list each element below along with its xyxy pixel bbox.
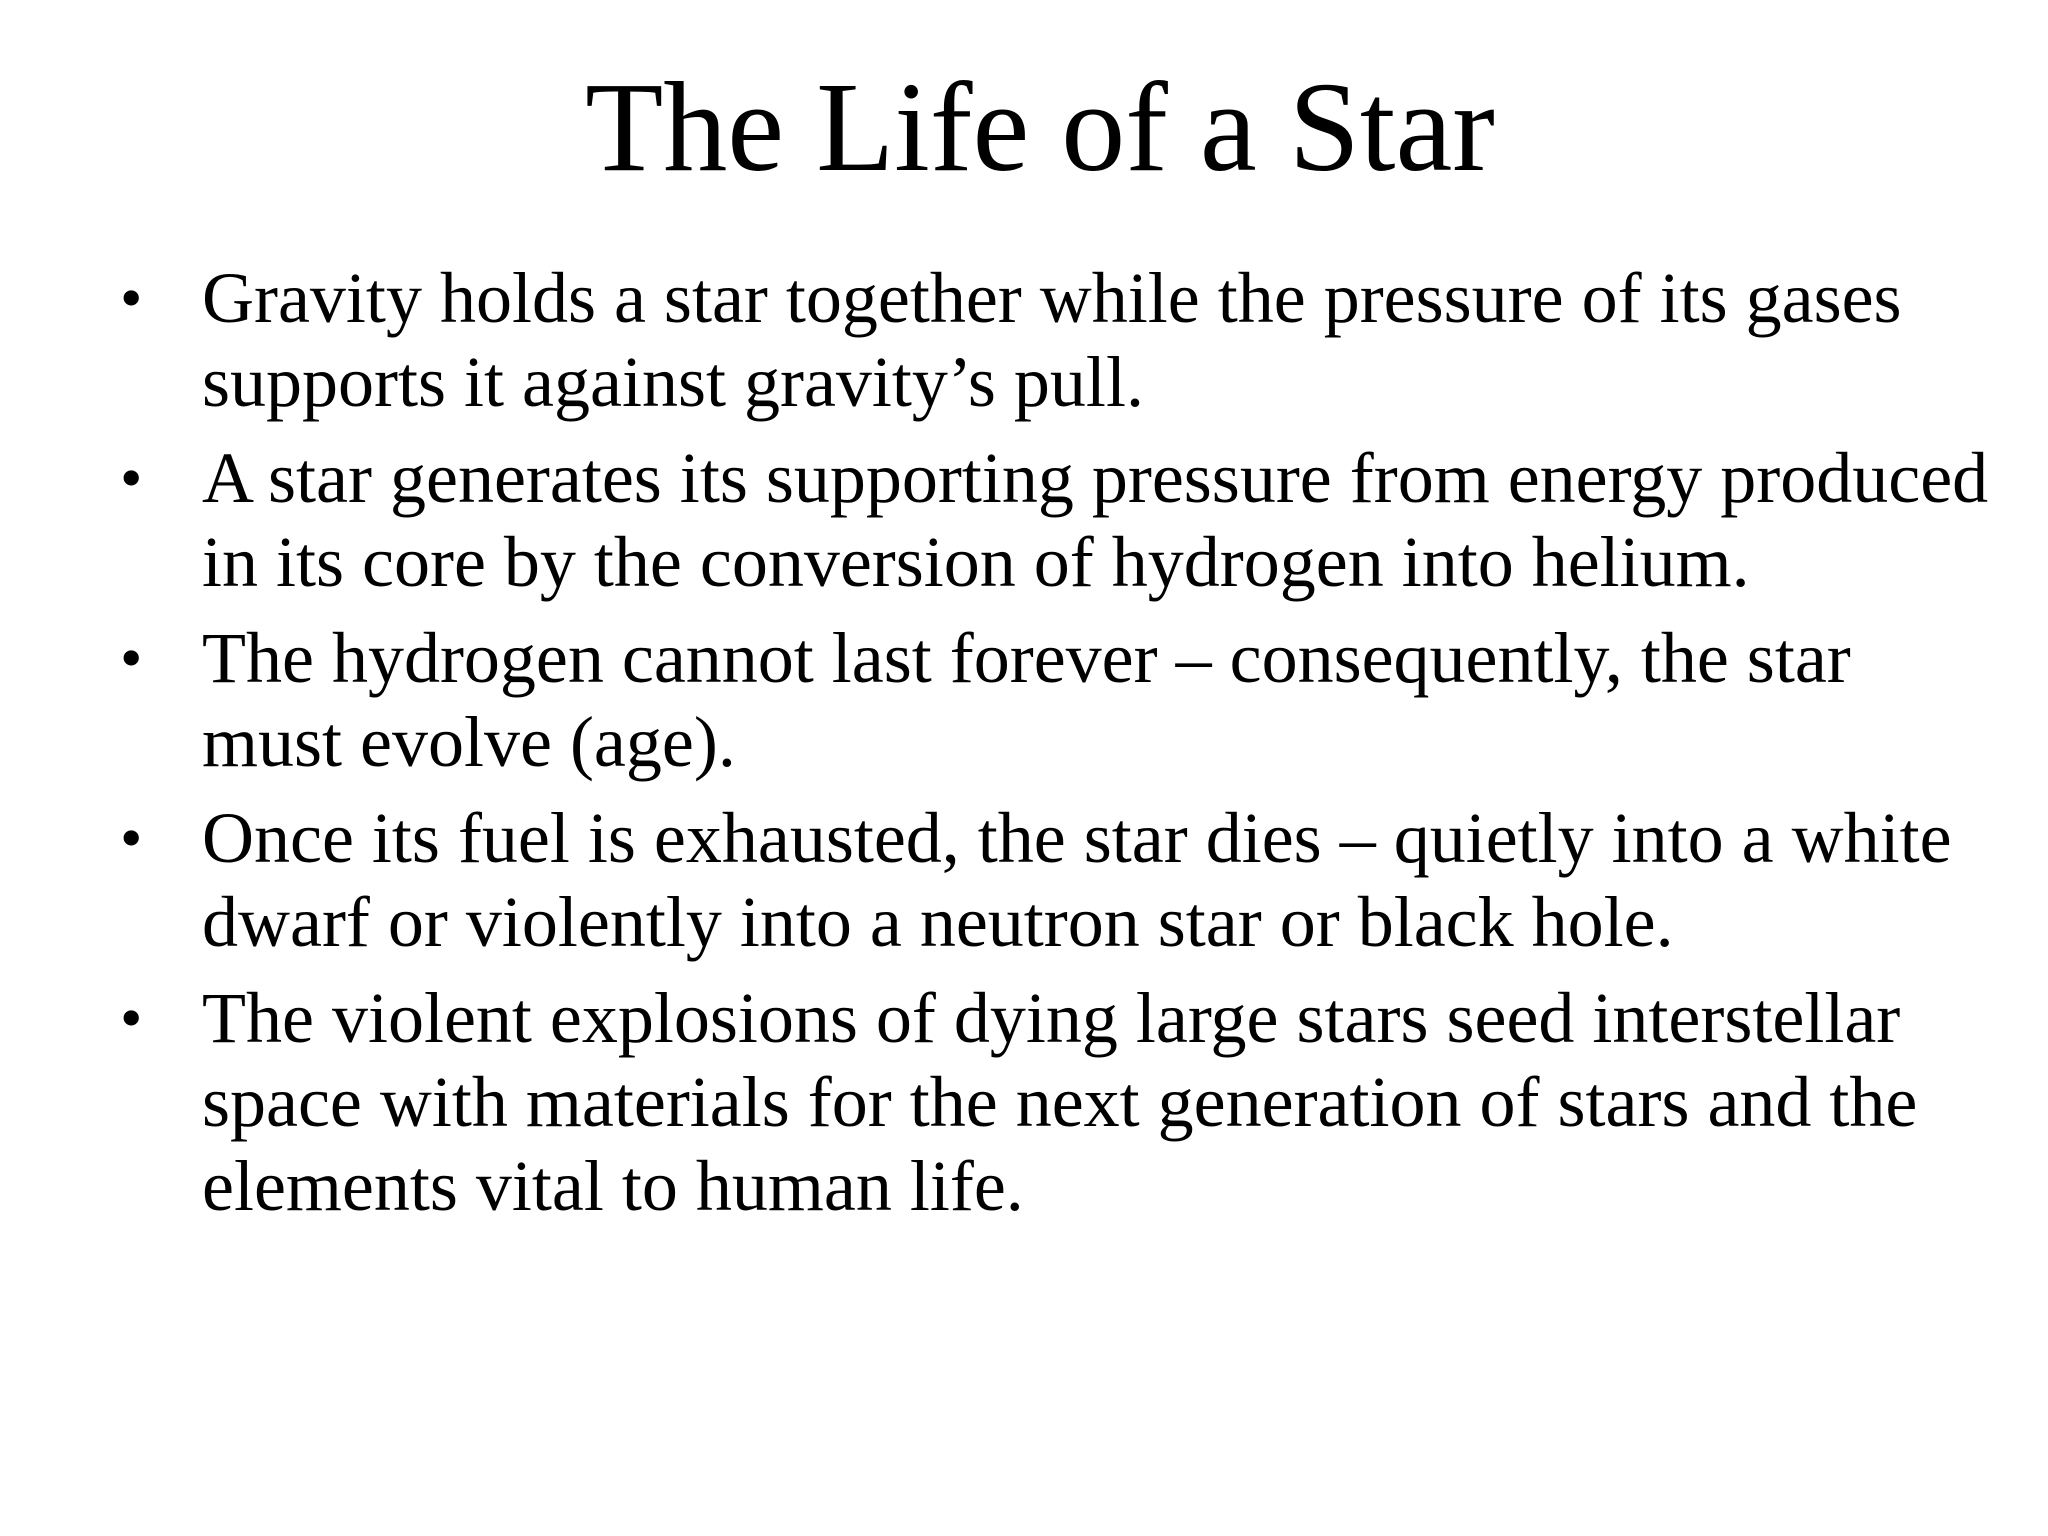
- bullet-list: [0, 256, 2048, 1240]
- bullet-text: The hydrogen cannot last forever – consequently, the star must evolve (age).: [202, 618, 1851, 782]
- bullet-marker: •: [120, 262, 143, 333]
- slide-title: The Life of a Star: [585, 56, 1495, 198]
- bullet-item: [0, 796, 2048, 964]
- bullet-marker: •: [120, 802, 143, 873]
- bullet-marker: •: [120, 982, 143, 1053]
- bullet-text: Once its fuel is exhausted, the star dies – quietly into a white dwarf or violently into a neutron star or black hole.: [202, 798, 1952, 962]
- bullet-item: [0, 436, 2048, 604]
- bullet-text: The violent explosions of dying large stars seed interstellar space with materials for the next generation of stars and the elements vital to human life.: [202, 978, 1918, 1226]
- bullet-item: [0, 256, 2048, 424]
- bullet-marker: •: [120, 442, 143, 513]
- bullet-item: [0, 616, 2048, 784]
- bullet-item: [0, 976, 2048, 1228]
- bullet-marker: •: [120, 622, 143, 693]
- bullet-text: A star generates its supporting pressure from energy produced in its core by the conversion of hydrogen into helium.: [202, 438, 1989, 602]
- bullet-text: Gravity holds a star together while the pressure of its gases supports it against gravity’s pull.: [202, 258, 1902, 422]
